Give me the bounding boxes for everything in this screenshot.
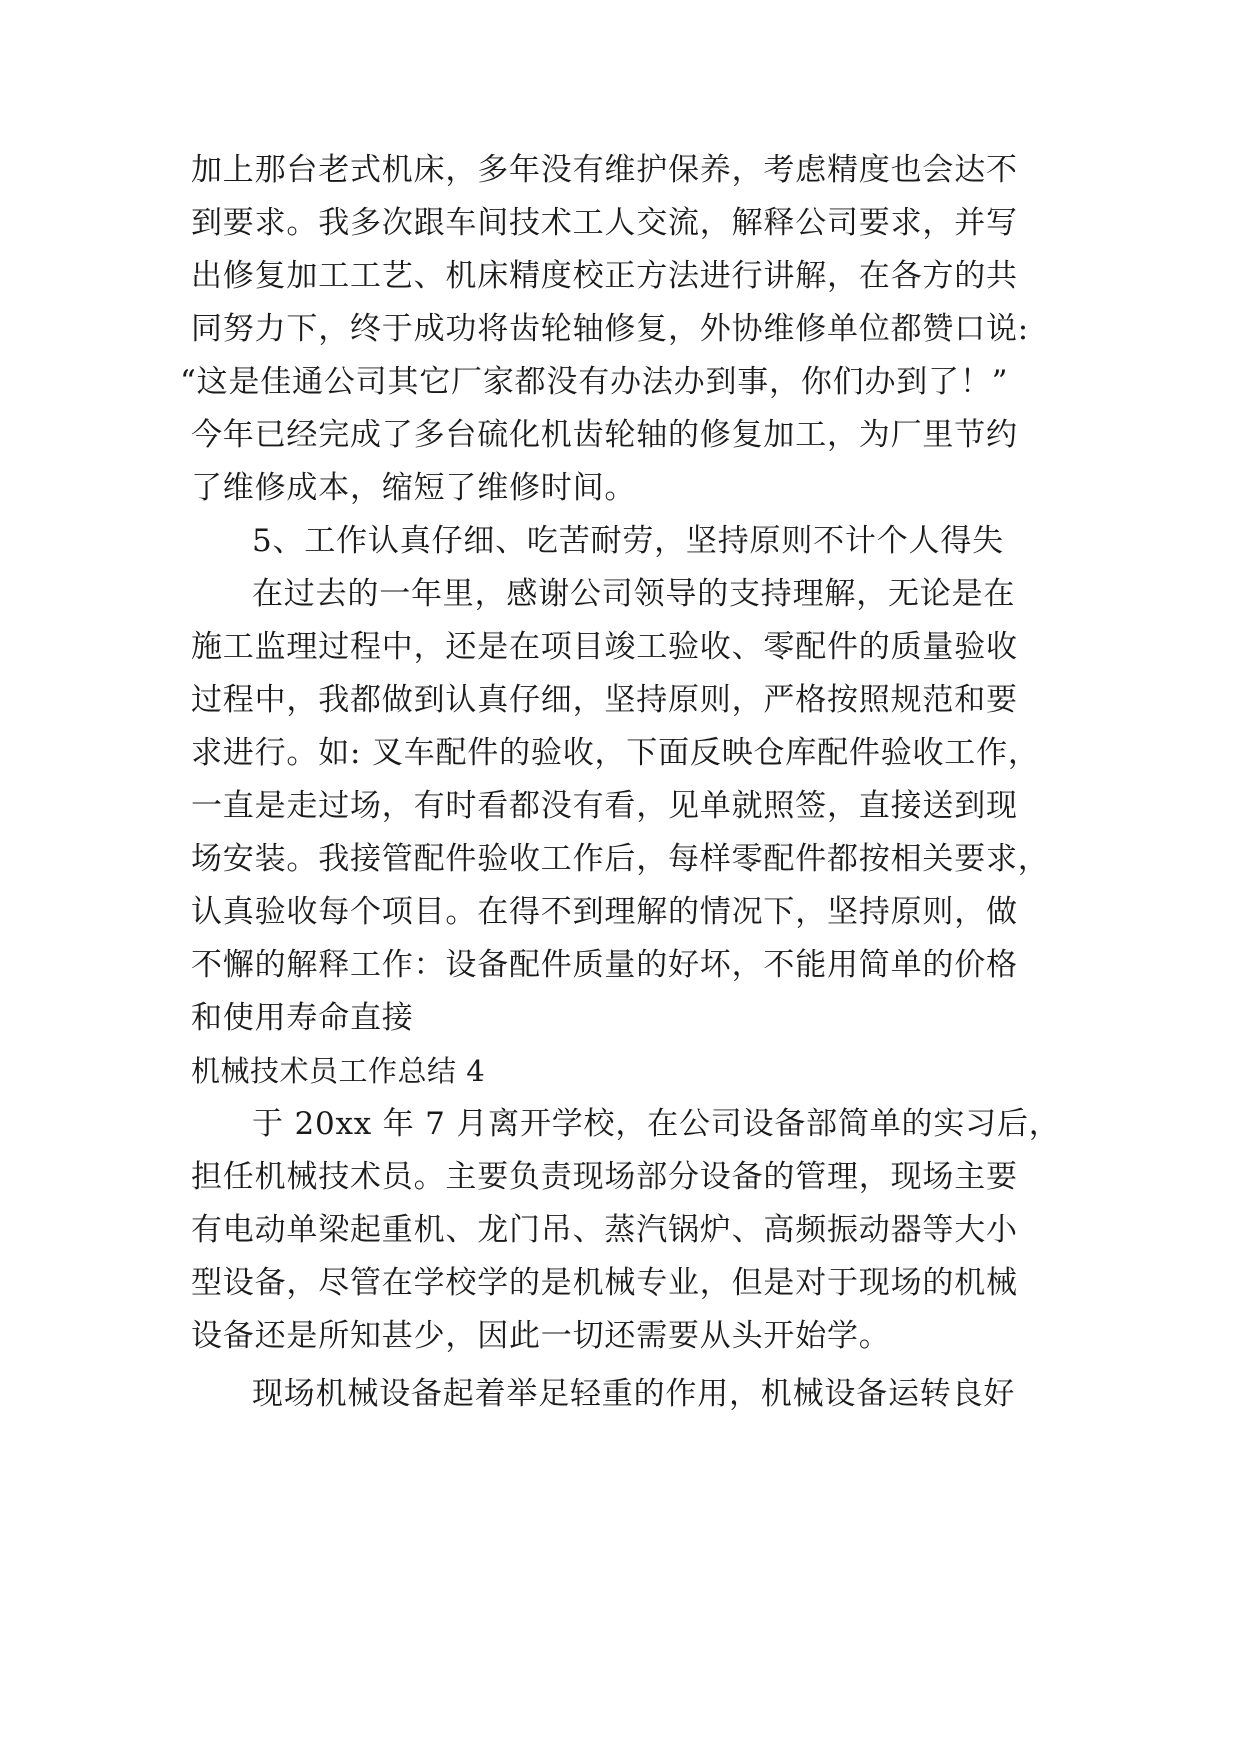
paragraph-line: 现场机械设备起着举足轻重的作用，机械设备运转良好 [252, 1376, 1016, 1412]
paragraph-line: 一直是走过场，有时看都没有看，见单就照签，直接送到现 [191, 788, 1018, 824]
paragraph-line: 了维修成本，缩短了维修时间。 [191, 470, 637, 506]
section-subheading: 5、工作认真仔细、吃苦耐劳，坚持原则不计个人得失 [252, 523, 1004, 559]
paragraph-line: 施工监理过程中，还是在项目竣工验收、零配件的质量验收 [191, 629, 1018, 665]
paragraph-line: 设备还是所知甚少，因此一切还需要从头开始学。 [191, 1318, 891, 1354]
paragraph-line: 在过去的一年里，感谢公司领导的支持理解，无论是在 [252, 576, 1016, 612]
paragraph-line: 不懈的解释工作：设备配件质量的好坏，不能用简单的价格 [191, 947, 1018, 983]
paragraph-line: 加上那台老式机床，多年没有维护保养，考虑精度也会达不 [191, 152, 1018, 188]
paragraph-line: 到要求。我多次跟车间技术工人交流，解释公司要求，并写 [191, 205, 1018, 241]
paragraph-line: 认真验收每个项目。在得不到理解的情况下，坚持原则，做 [191, 894, 1018, 930]
paragraph-line: 同努力下，终于成功将齿轮轴修复，外协维修单位都赞口说: [191, 311, 1030, 347]
paragraph-line: 场安装。我接管配件验收工作后，每样零配件都按相关要求， [191, 841, 1050, 877]
paragraph-line: 和使用寿命直接 [191, 1000, 414, 1036]
paragraph-line: 求进行。如: 叉车配件的验收，下面反映仓库配件验收工作， [191, 735, 1040, 771]
paragraph-line: 今年已经完成了多台硫化机齿轮轴的修复加工，为厂里节约 [191, 417, 1018, 453]
paragraph-line: 担任机械技术员。主要负责现场部分设备的管理，现场主要 [191, 1159, 1018, 1195]
paragraph-line: 有电动单梁起重机、龙门吊、蒸汽锅炉、高频振动器等大小 [191, 1212, 1018, 1248]
paragraph-line: 于 20xx 年 7 月离开学校，在公司设备部简单的实习后， [252, 1106, 1061, 1142]
paragraph-line: 型设备，尽管在学校学的是机械专业，但是对于现场的机械 [191, 1265, 1018, 1301]
paragraph-line: 过程中，我都做到认真仔细，坚持原则，严格按照规范和要 [191, 682, 1018, 718]
section-title: 机械技术员工作总结 4 [191, 1054, 486, 1088]
paragraph-line: 出修复加工工艺、机床精度校正方法进行讲解，在各方的共 [191, 258, 1018, 294]
quote-line: “这是佳通公司其它厂家都没有办法办到事，你们办到了！” [180, 364, 1009, 400]
